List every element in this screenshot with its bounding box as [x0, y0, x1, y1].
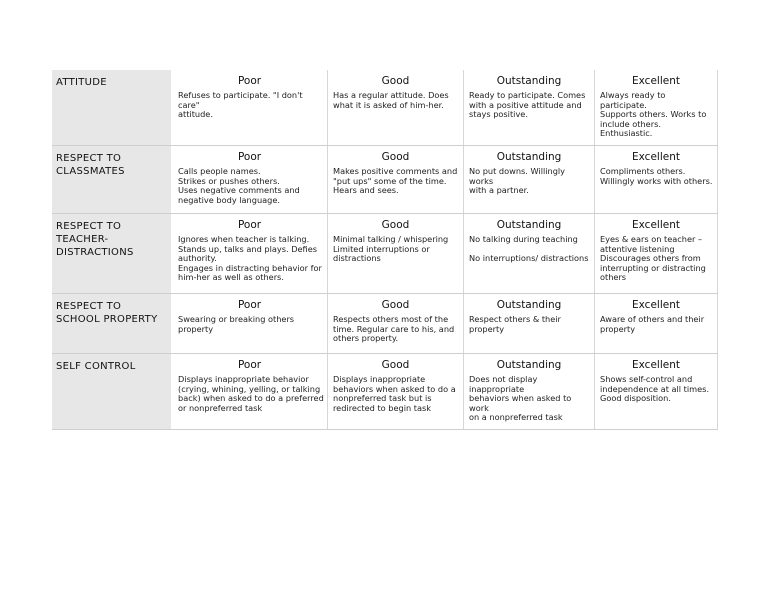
level-description: Calls people names. Strikes or pushes others. Uses negative comments and negative body language.	[178, 165, 300, 205]
level-description: No put downs. Willingly works with a partner.	[469, 165, 566, 196]
level-heading: Poor	[237, 358, 262, 371]
criterion-label: RESPECT TO SCHOOL PROPERTY	[52, 293, 172, 353]
level-description: Swearing or breaking others property	[178, 313, 295, 334]
level-heading: Poor	[237, 218, 262, 231]
rubric-row	[52, 70, 718, 145]
rubric-cell	[328, 70, 464, 145]
level-heading: Outstanding	[496, 75, 562, 87]
level-heading: Outstanding	[496, 218, 562, 231]
level-heading: Good	[381, 298, 410, 311]
rubric-row	[52, 145, 718, 213]
criterion-label: ATTITUDE	[52, 70, 172, 145]
level-description: Compliments others. Willingly works with others.	[600, 165, 713, 186]
rubric-row	[52, 353, 718, 429]
rubric-cell	[328, 353, 464, 429]
level-description: Eyes & ears on teacher – attentive listening Discourages others from interrupting or distracting others	[600, 233, 706, 283]
level-description: Has a regular attitude. Does what it is asked of him-her.	[333, 90, 449, 110]
rubric-cell	[464, 353, 595, 429]
rubric-cell	[172, 353, 328, 429]
rubric-body	[52, 70, 718, 429]
level-description: Displays inappropriate behavior (crying, whining, yelling, or talking back) when asked to do a preferred or nonpreferred task	[178, 373, 324, 413]
level-description: Respect others & their property	[469, 313, 561, 334]
rubric-cell	[595, 70, 718, 145]
rubric-table	[52, 70, 718, 430]
level-heading: Poor	[237, 298, 262, 311]
rubric-cell	[464, 213, 595, 293]
rubric-cell	[464, 145, 595, 213]
level-description: Makes positive comments and "put ups" some of the time. Hears and sees.	[333, 165, 458, 196]
level-description: Ignores when teacher is talking. Stands up, talks and plays. Defies authority. Engages in distracting behavior for him-her as well as others.	[178, 233, 322, 283]
rubric-row	[52, 293, 718, 353]
level-heading: Excellent	[632, 358, 680, 371]
rubric-cell	[172, 145, 328, 213]
level-description: Does not display inappropriate behaviors when asked to work on a nonpreferred task	[469, 373, 572, 423]
level-description: Always ready to participate. Supports others. Works to include others. Enthusiastic.	[600, 90, 707, 139]
level-heading: Excellent	[632, 150, 680, 163]
level-heading: Outstanding	[496, 358, 562, 371]
rubric-cell	[595, 353, 718, 429]
level-heading: Good	[381, 218, 410, 231]
level-description: Ready to participate. Comes with a positive attitude and stays positive.	[469, 90, 586, 120]
rubric-cell	[595, 213, 718, 293]
level-description: Displays inappropriate behaviors when asked to do a nonpreferred task but is redirected to begin task	[333, 373, 456, 413]
criterion-label: RESPECT TO CLASSMATES	[52, 145, 172, 213]
level-heading: Excellent	[632, 218, 680, 231]
level-heading: Poor	[237, 150, 262, 163]
level-heading: Outstanding	[496, 150, 562, 163]
level-heading: Good	[381, 75, 410, 87]
rubric-cell	[172, 213, 328, 293]
rubric-cell	[328, 213, 464, 293]
level-heading: Good	[381, 358, 410, 371]
rubric-cell	[464, 293, 595, 353]
level-description: Shows self-control and independence at all times. Good disposition.	[600, 373, 710, 404]
level-heading: Excellent	[632, 298, 680, 311]
level-description: Respects others most of the time. Regular care to his, and others property.	[333, 313, 455, 344]
level-heading: Poor	[237, 75, 262, 87]
level-heading: Good	[381, 150, 410, 163]
level-description: Minimal talking / whispering Limited interruptions or distractions	[333, 233, 449, 264]
rubric-cell	[172, 293, 328, 353]
level-description: No talking during teaching No interruptions/ distractions	[469, 233, 589, 264]
rubric-cell	[328, 293, 464, 353]
rubric-cell	[595, 145, 718, 213]
level-description: Aware of others and their property	[600, 313, 705, 334]
level-description: Refuses to participate. "I don't care" attitude.	[178, 90, 303, 120]
criterion-label: RESPECT TO TEACHER- DISTRACTIONS	[52, 213, 172, 293]
rubric-cell	[328, 145, 464, 213]
rubric-cell	[464, 70, 595, 145]
level-heading: Outstanding	[496, 298, 562, 311]
criterion-label: SELF CONTROL	[52, 353, 172, 429]
rubric-row	[52, 213, 718, 293]
rubric-cell	[172, 70, 328, 145]
rubric-cell	[595, 293, 718, 353]
level-heading: Excellent	[632, 75, 680, 87]
